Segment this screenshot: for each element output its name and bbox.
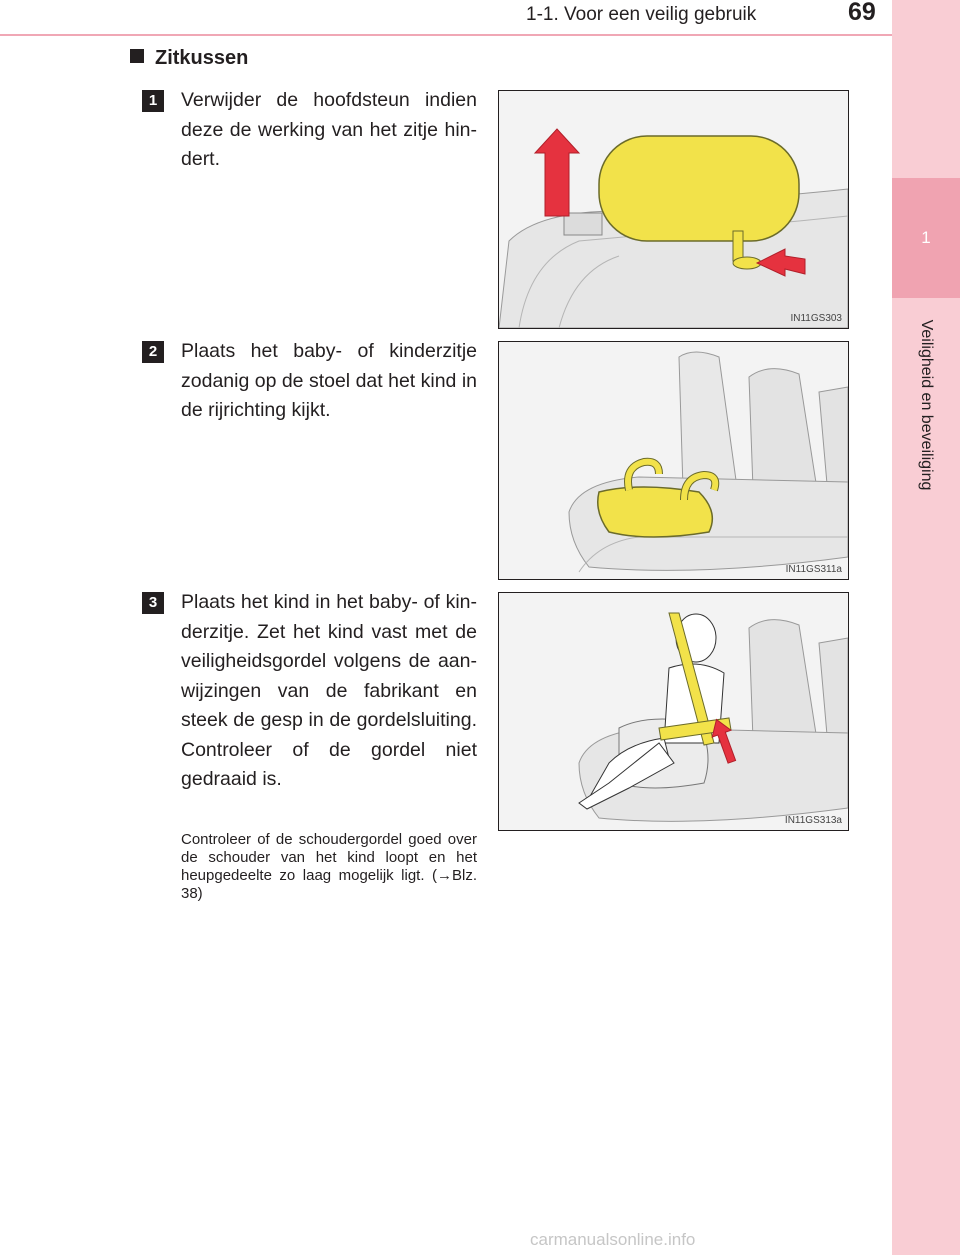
step-number-1: 1: [142, 90, 164, 112]
headrest-illustration: [499, 91, 848, 328]
figure-remove-headrest: [498, 90, 849, 329]
section-heading: [130, 47, 248, 70]
chapter-title: Veiligheid en beveiliging: [918, 319, 935, 491]
header-section-title: 1-1. Voor een veilig gebruik: [526, 4, 757, 25]
figure-booster-seat-placement: [498, 341, 849, 580]
square-bullet-icon: [130, 49, 144, 63]
step-3-text: Plaats het kind in het baby- of kin-derzitje. Zet het kind vast met de veiligheidsgordel volgens de aan-wijzingen van de fabrikant en steek de gesp in de gordelsluiting. Controleer of de gordel niet gedraaid is.: [181, 591, 477, 790]
figure-child-in-booster: [498, 592, 849, 831]
step-1-text: Verwijder de hoofdsteun indien deze de werking van het zitje hin-dert.: [181, 89, 477, 170]
figure-code-2: IN11GS311a: [785, 564, 842, 575]
chapter-number: 1: [921, 228, 931, 247]
page-number: 69: [848, 0, 876, 26]
note-text: Controleer of de schoudergordel goed over de schouder van het kind loopt en het heupgedeelte zo laag mogelijk ligt. (→Blz. 38): [181, 831, 477, 902]
figure-code-3: IN11GS313a: [784, 815, 842, 826]
step-number-2: 2: [142, 341, 164, 363]
child-seatbelt-illustration: [499, 593, 848, 830]
figure-code-1: IN11GS303: [790, 313, 842, 324]
step-number-3: 3: [142, 592, 164, 614]
header-rule: [0, 34, 892, 36]
step-2-text: Plaats het baby- of kinderzitje zodanig op de stoel dat het kind in de rijrichting kijkt.: [181, 340, 477, 421]
booster-seat-illustration: [499, 342, 848, 579]
section-heading-text: Zitkussen: [155, 47, 249, 69]
chapter-tab[interactable]: [892, 178, 960, 298]
watermark: carmanualsonline.info: [530, 1230, 696, 1249]
